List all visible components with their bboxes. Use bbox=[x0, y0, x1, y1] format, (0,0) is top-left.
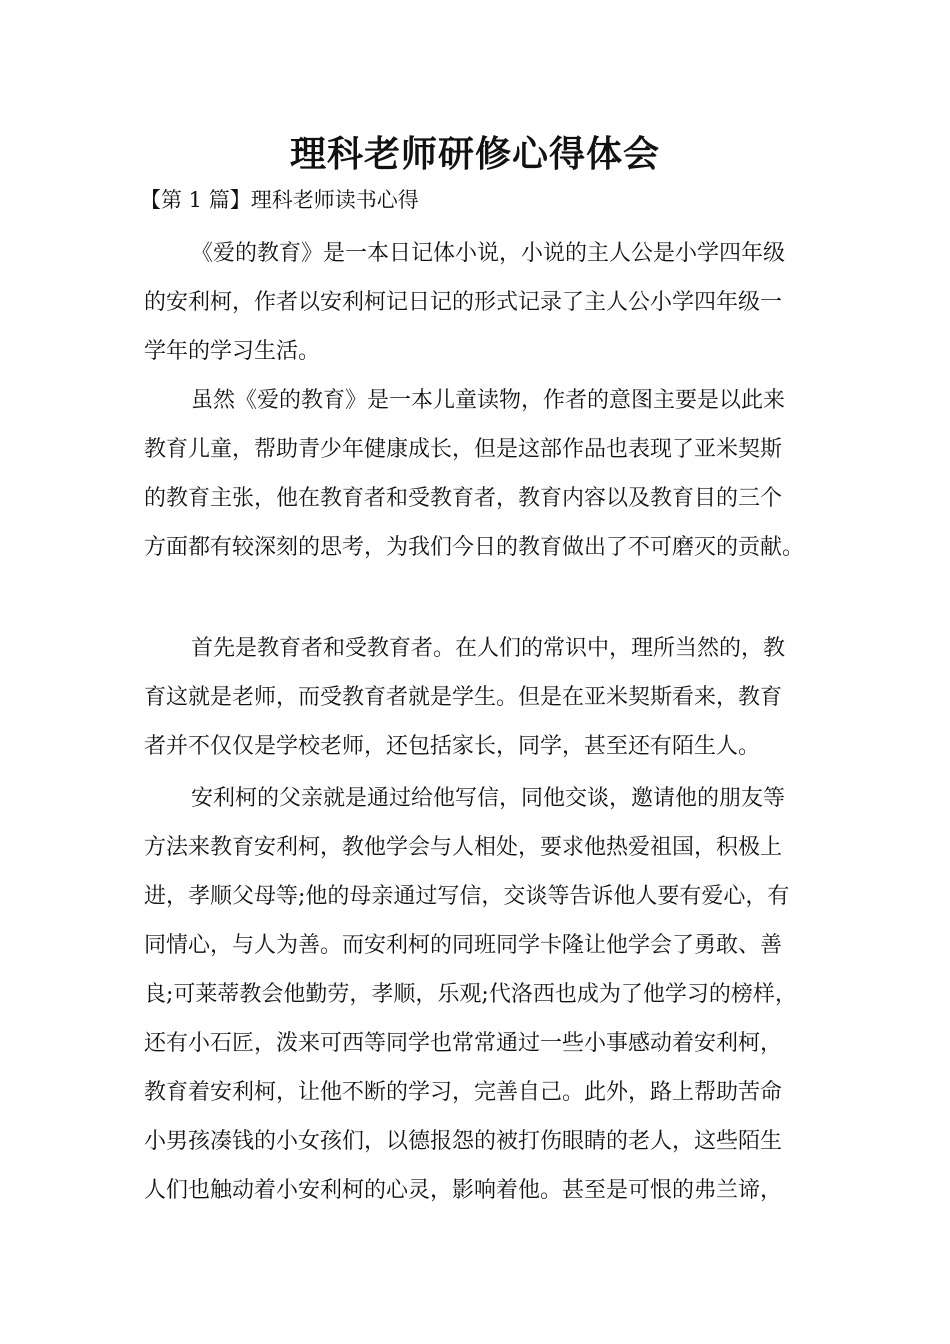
paragraph-line: 《爱的教育》是一本日记体小说，小说的主人公是小学四年级 bbox=[191, 241, 786, 266]
paragraph-line: 安利柯的父亲就是通过给他写信，同他交谈，邀请他的朋友等 bbox=[191, 786, 786, 811]
paragraph-1 bbox=[144, 229, 806, 376]
document-title: 理科老师研修心得体会 bbox=[289, 133, 660, 175]
section-heading: 【第 1 篇】理科老师读书心得 bbox=[140, 188, 419, 212]
paragraph-line: 人们也触动着小安利柯的心灵，影响着他。甚至是可恨的弗兰谛， bbox=[144, 1178, 783, 1203]
paragraph-line: 教育着安利柯，让他不断的学习，完善自己。此外，路上帮助苦命 bbox=[144, 1080, 783, 1105]
paragraph-4 bbox=[144, 774, 806, 1215]
paragraph-2 bbox=[144, 376, 806, 572]
paragraph-line: 同情心，与人为善。而安利柯的同班同学卡隆让他学会了勇敢、善 bbox=[144, 933, 783, 958]
paragraph-3 bbox=[144, 624, 806, 771]
paragraph-line: 良;可莱蒂教会他勤劳，孝顺，乐观;代洛西也成为了他学习的榜样， bbox=[144, 982, 797, 1007]
paragraph-line: 的安利柯，作者以安利柯记日记的形式记录了主人公小学四年级一 bbox=[144, 290, 783, 315]
paragraph-line: 进，孝顺父母等;他的母亲通过写信，交谈等告诉他人要有爱心，有 bbox=[144, 884, 790, 909]
paragraph-line: 者并不仅仅是学校老师，还包括家长，同学，甚至还有陌生人。 bbox=[144, 734, 761, 759]
paragraph-line: 学年的学习生活。 bbox=[144, 339, 321, 364]
paragraph-line: 还有小石匠，泼来可西等同学也常常通过一些小事感动着安利柯， bbox=[144, 1031, 783, 1056]
paragraph-line: 小男孩凑钱的小女孩们，以德报怨的被打伤眼睛的老人，这些陌生 bbox=[144, 1129, 783, 1154]
paragraph-line: 方法来教育安利柯，教他学会与人相处，要求他热爱祖国，积极上 bbox=[144, 835, 783, 860]
paragraph-line: 首先是教育者和受教育者。在人们的常识中，理所当然的，教 bbox=[191, 636, 786, 661]
paragraph-line: 育这就是老师，而受教育者就是学生。但是在亚米契斯看来，教育 bbox=[144, 685, 783, 710]
paragraph-line: 的教育主张，他在教育者和受教育者，教育内容以及教育目的三个 bbox=[144, 486, 783, 511]
paragraph-line: 方面都有较深刻的思考，为我们今日的教育做出了不可磨灭的贡献。 bbox=[144, 535, 805, 560]
paragraph-line: 教育儿童，帮助青少年健康成长，但是这部作品也表现了亚米契斯 bbox=[144, 437, 783, 462]
paragraph-line: 虽然《爱的教育》是一本儿童读物，作者的意图主要是以此来 bbox=[191, 388, 786, 413]
